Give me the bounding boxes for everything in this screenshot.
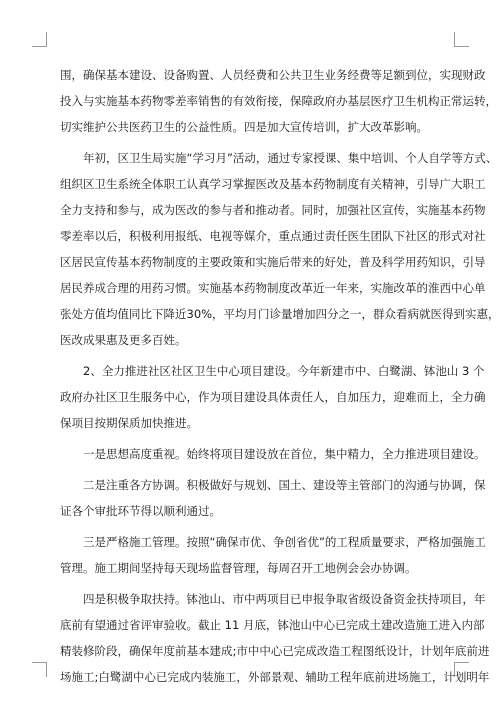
paragraph-line: 管理。施工期间坚持每天现场监督管理，每周召开工地例会会办协调。 bbox=[60, 561, 417, 575]
paragraph-line: 精装修阶段，确保年度前基本建成;市中中心已完成改造工程图纸设计，计划年底前进 bbox=[60, 644, 490, 658]
paragraph-study-month bbox=[60, 145, 500, 353]
paragraph-line: 底前有望通过省评审验收。截止 11 月底，钵池山中心已完成土建改造施工进入内部 bbox=[60, 618, 485, 632]
paragraph-line: 四是积极争取扶持。钵池山、市中两项目已申报争取省级设备资金扶持项目，年 bbox=[83, 592, 486, 606]
paragraph-line: 三是严格施工管理。按照“确保市优、争创省优”的工程质量要求，严格加强施工 bbox=[83, 535, 486, 549]
paragraph-line: 保项目按期保质加快推进。 bbox=[60, 416, 198, 430]
paragraph-line: 一是思想高度重视。始终将项目建设放在首位，集中精力，全力推进项目建设。 bbox=[83, 447, 486, 461]
paragraph-line: 全力支持和参与，成为医改的参与者和推动者。同时，加强社区宣传，实施基本药物 bbox=[60, 203, 486, 217]
paragraph-line: 证各个审批环节得以顺利通过。 bbox=[60, 504, 221, 518]
paragraph-line: 年初，区卫生局实施“学习月”活动，通过专家授课、集中培训、个人自学等方式、 bbox=[83, 151, 498, 165]
crop-mark-top-left bbox=[32, 32, 47, 47]
paragraph-line: 张处方值均值同比下降近30%，平均月门诊量增加四分之一，群众看病就医得到实惠， bbox=[60, 307, 500, 321]
paragraph-line: 居民养成合理的用药习惯。实施基本药物制度改革近一年来，实施改革的淮西中心单 bbox=[60, 281, 486, 295]
paragraph-funding-guarantee bbox=[60, 62, 497, 140]
crop-mark-top-right bbox=[454, 32, 469, 47]
paragraph-line: 区居民宣传基本药物制度的主要政策和实施后带来的好处，普及科学用药知识，引导 bbox=[60, 255, 486, 269]
paragraph-line: 投入与实施基本药物零差率销售的有效衔接，保障政府办基层医疗卫生机构正常运转， bbox=[60, 94, 497, 108]
paragraph-line: 组织区卫生系统全体职工认真学习掌握医改及基本药物制度有关精神，引导广大职工 bbox=[60, 177, 486, 191]
paragraph-line: 二是注重各方协调。积极做好与规划、国土、建设等主管部门的沟通与协调，保 bbox=[83, 478, 486, 492]
paragraph-line: 政府办社区卫生服务中心，作为项目建设具体责任人，自加压力，迎难而上，全力确 bbox=[60, 390, 486, 404]
paragraph-point-three bbox=[60, 529, 486, 581]
paragraph-line: 场施工;白鹭湖中心已完成内装施工，外部景观、辅助工程年底前进场施工，计划明年 bbox=[60, 670, 490, 684]
crop-mark-bottom-left bbox=[32, 662, 47, 677]
paragraph-line: 切实维护公共医药卫生的公益性质。四是加大宣传培训，扩大改革影响。 bbox=[60, 120, 428, 134]
paragraph-point-two bbox=[60, 472, 486, 524]
paragraph-point-four bbox=[60, 586, 490, 690]
paragraph-community-center-projects bbox=[60, 358, 486, 436]
paragraph-line: 2、全力推进社区社区卫生中心项目建设。今年新建市中、白鹭湖、钵池山 3 个 bbox=[83, 364, 485, 378]
paragraph-line: 医改成果惠及更多百姓。 bbox=[60, 333, 187, 347]
document-body bbox=[60, 62, 500, 695]
paragraph-line: 零差率以后，积极利用报纸、电视等媒介，重点通过责任医生团队下社区的形式对社 bbox=[60, 229, 486, 243]
paragraph-line: 围，确保基本建设、设备购置、人员经费和公共卫生业务经费等足额到位，实现财政 bbox=[60, 68, 486, 82]
paragraph-point-one bbox=[60, 441, 486, 467]
